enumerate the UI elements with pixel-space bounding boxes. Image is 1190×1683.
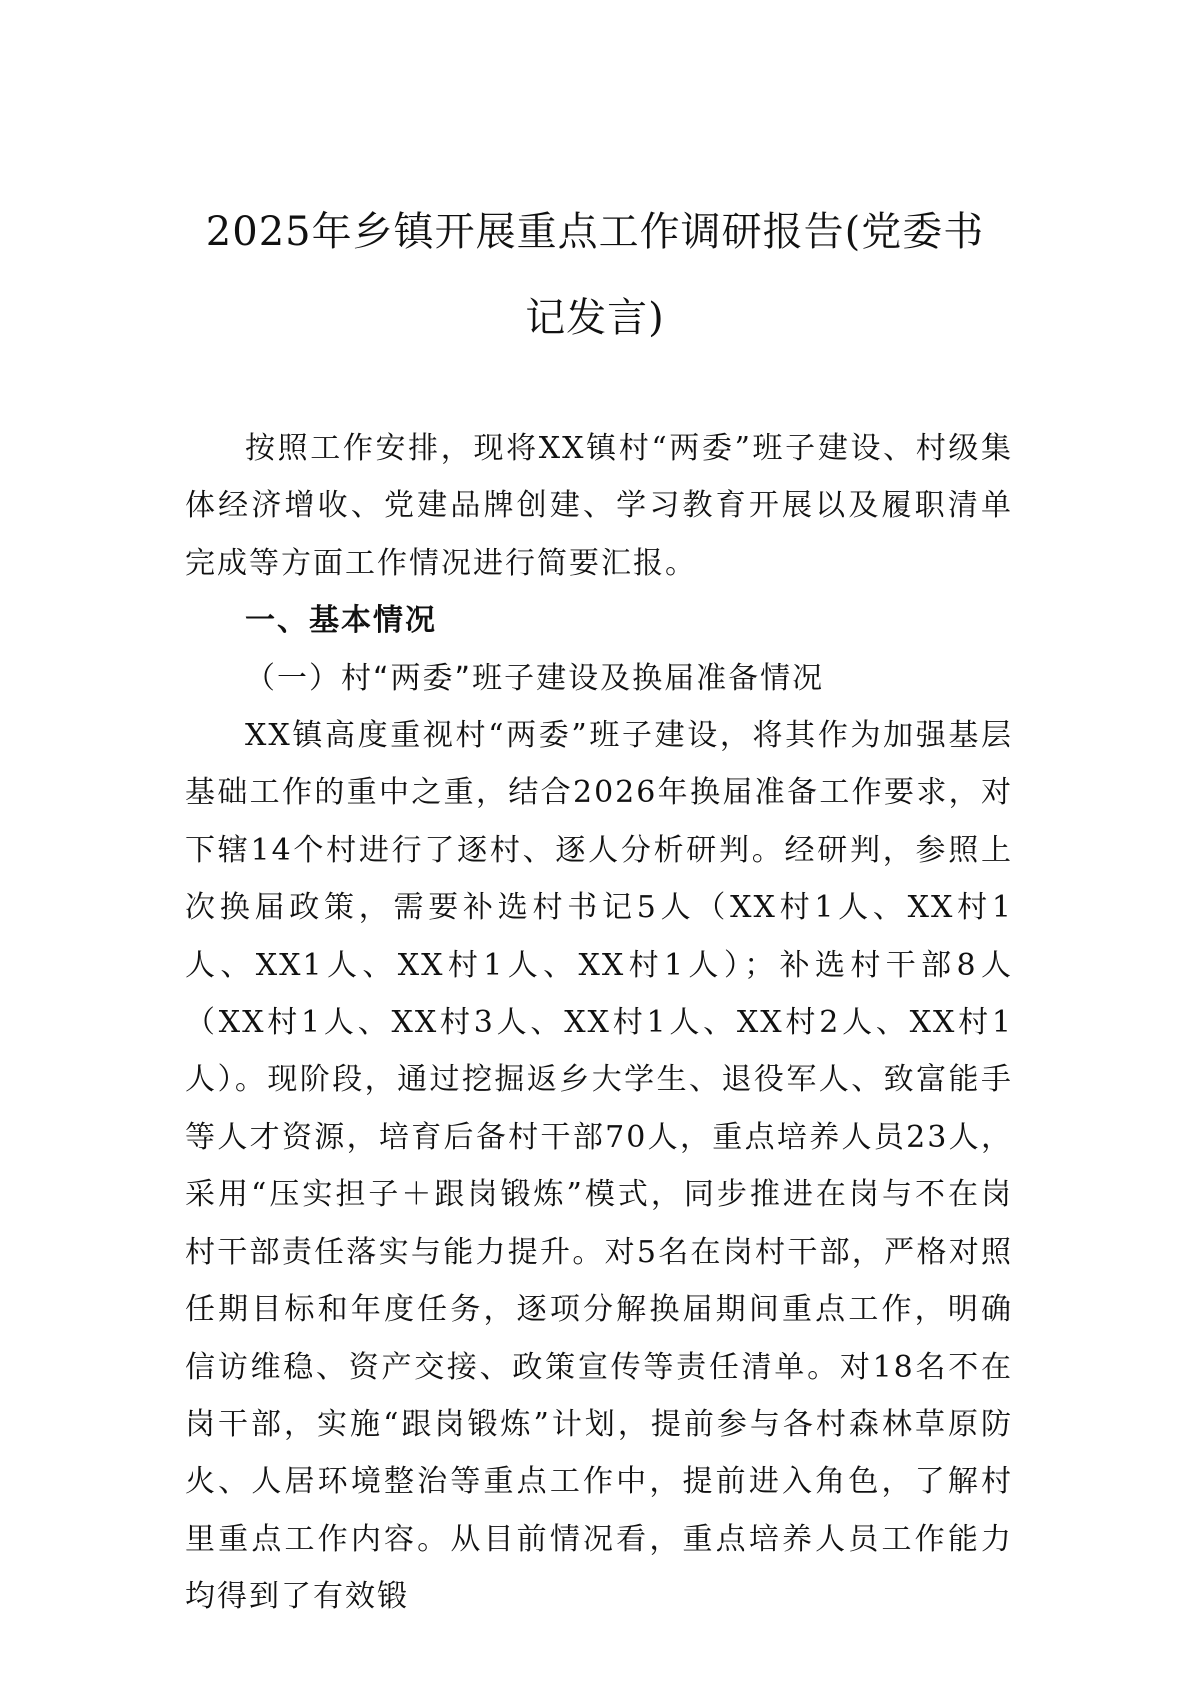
section-heading-basic-situation: 一、基本情况 bbox=[245, 603, 437, 639]
document-body bbox=[185, 420, 1013, 1626]
document-title-line-2: 记发言) bbox=[525, 295, 665, 341]
intro-paragraph: 按照工作安排，现将XX镇村“两委”班子建设、村级集体经济增收、党建品牌创建、学习教育开展以及履职清单完成等方面工作情况进行简要汇报。 bbox=[185, 431, 1013, 581]
body-paragraph: XX镇高度重视村“两委”班子建设，将其作为加强基层基础工作的重中之重，结合2026年换届准备工作要求，对下辖14个村进行了逐村、逐人分析研判。经研判，参照上次换届政策，需要补选村书记5人（XX村1人、XX村1人、XX1人、XX村1人、XX村1人）；补选村干部8人（XX村1人、XX村3人、XX村1人、XX村2人、XX村1人）。现阶段，通过挖掘返乡大学生、退役军人、致富能手等人才资源，培育后备村干部70人，重点培养人员23人，采用“压实担子＋跟岗锻炼”模式，同步推进在岗与不在岗村干部责任落实与能力提升。对5名在岗村干部，严格对照任期目标和年度任务，逐项分解换届期间重点工作，明确信访维稳、资产交接、政策宣传等责任清单。对18名不在岗干部，实施“跟岗锻炼”计划，提前参与各村森林草原防火、人居环境整治等重点工作中，提前进入角色，了解村里重点工作内容。从目前情况看，重点培养人员工作能力均得到了有效锻 bbox=[185, 718, 1013, 1615]
subsection-heading-team-building: （一）村“两委”班子建设及换届准备情况 bbox=[245, 660, 825, 696]
document-title-line-1: 2025年乡镇开展重点工作调研报告(党委书 bbox=[205, 209, 985, 255]
